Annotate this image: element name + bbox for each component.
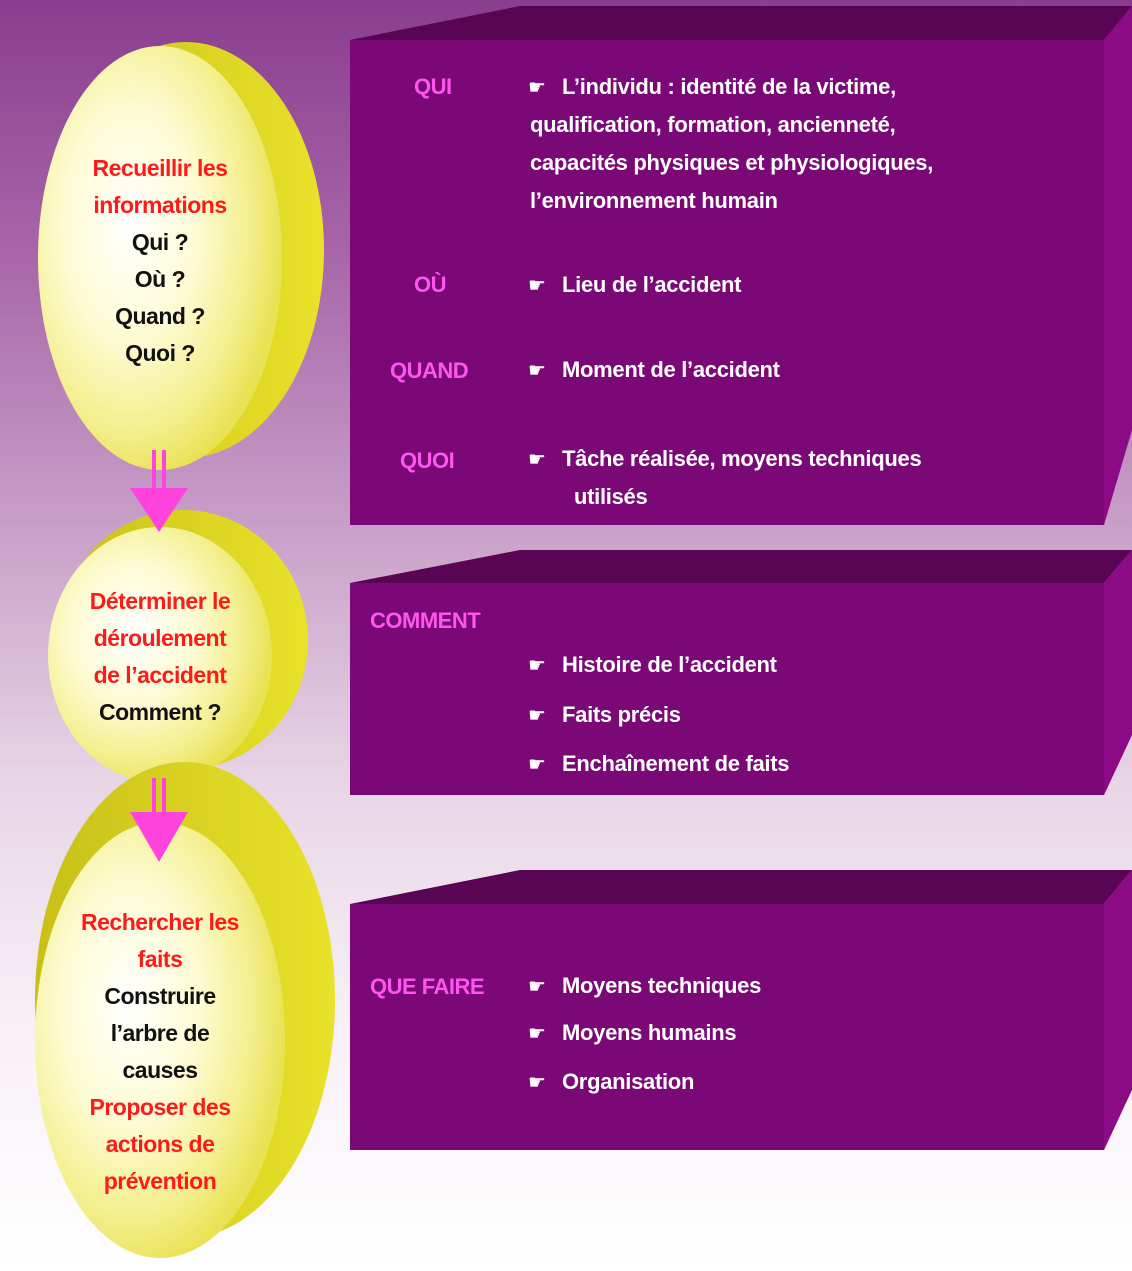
ou-item: ☛ Lieu de l’accident (528, 266, 741, 304)
step-3-line-5: causes (122, 1057, 198, 1083)
comment-item-3: ☛ Enchaînement de faits (528, 745, 789, 783)
qui-line-3: capacités physiques et physiologiques, (530, 150, 934, 175)
pointing-hand-icon: ☛ (528, 752, 546, 776)
label-quand: QUAND (390, 358, 469, 383)
step-1-line-4: Où ? (134, 266, 186, 292)
pointing-hand-icon: ☛ (528, 75, 546, 99)
panel-side (1104, 550, 1132, 795)
step-3-text (46, 904, 274, 1200)
qui-line-2: qualification, formation, ancienneté, (530, 112, 896, 137)
label-qui: QUI (414, 74, 452, 99)
step-1-line-2: informations (93, 192, 227, 218)
pointing-hand-icon: ☛ (528, 1021, 546, 1045)
step-3-line-3: Construire (104, 983, 216, 1009)
step-3-line-6: Proposer des (89, 1094, 231, 1120)
label-comment: COMMENT (370, 608, 481, 633)
pointing-hand-icon: ☛ (528, 1070, 546, 1094)
pointing-hand-icon: ☛ (528, 447, 546, 471)
comment-item-1: ☛ Histoire de l’accident (528, 646, 777, 684)
step-3-line-8: prévention (103, 1168, 217, 1194)
pointing-hand-icon: ☛ (528, 653, 546, 677)
pointing-hand-icon: ☛ (528, 703, 546, 727)
label-ou: OÙ (414, 272, 446, 297)
label-quoi: QUOI (400, 448, 455, 473)
panel-side (1104, 870, 1132, 1150)
step-1-text (46, 150, 274, 372)
panel-side (1104, 6, 1132, 525)
quoi-item: ☛ Tâche réalisée, moyens techniques (528, 440, 921, 478)
step-1-line-3: Qui ? (131, 229, 189, 255)
que-faire-item-3: ☛ Organisation (528, 1063, 694, 1101)
que-faire-item-2: ☛ Moyens humains (528, 1014, 736, 1052)
step-2-line-3: de l’accident (93, 662, 227, 688)
que-faire-item-1: ☛ Moyens techniques (528, 967, 761, 1005)
pointing-hand-icon: ☛ (528, 358, 546, 382)
quand-item: ☛ Moment de l’accident (528, 351, 780, 389)
pointing-hand-icon: ☛ (528, 974, 546, 998)
step-2-line-1: Déterminer le (89, 588, 231, 614)
step-2-line-4: Comment ? (99, 699, 221, 725)
comment-item-2: ☛ Faits précis (528, 696, 681, 734)
qui-line-1: ☛ L’individu : identité de la victime, (528, 68, 896, 106)
qui-line-4: l’environnement humain (530, 188, 778, 213)
step-3-line-7: actions de (105, 1131, 215, 1157)
panel-que-faire (350, 870, 1132, 1150)
step-1-line-1: Recueillir les (92, 155, 228, 181)
step-1-line-5: Quand ? (115, 303, 205, 329)
step-3-line-2: faits (137, 946, 183, 972)
step-2-text (46, 583, 274, 731)
label-que-faire: QUE FAIRE (370, 974, 485, 999)
pointing-hand-icon: ☛ (528, 273, 546, 297)
step-2-line-2: déroulement (93, 625, 227, 651)
step-3-line-1: Rechercher les (81, 909, 239, 935)
panel-top (350, 550, 1132, 583)
panel-top (350, 870, 1132, 904)
step-3-line-4: l’arbre de (110, 1020, 210, 1046)
quoi-item-cont: utilisés (574, 484, 648, 509)
panel-top (350, 6, 1132, 40)
step-1-line-6: Quoi ? (125, 340, 195, 366)
